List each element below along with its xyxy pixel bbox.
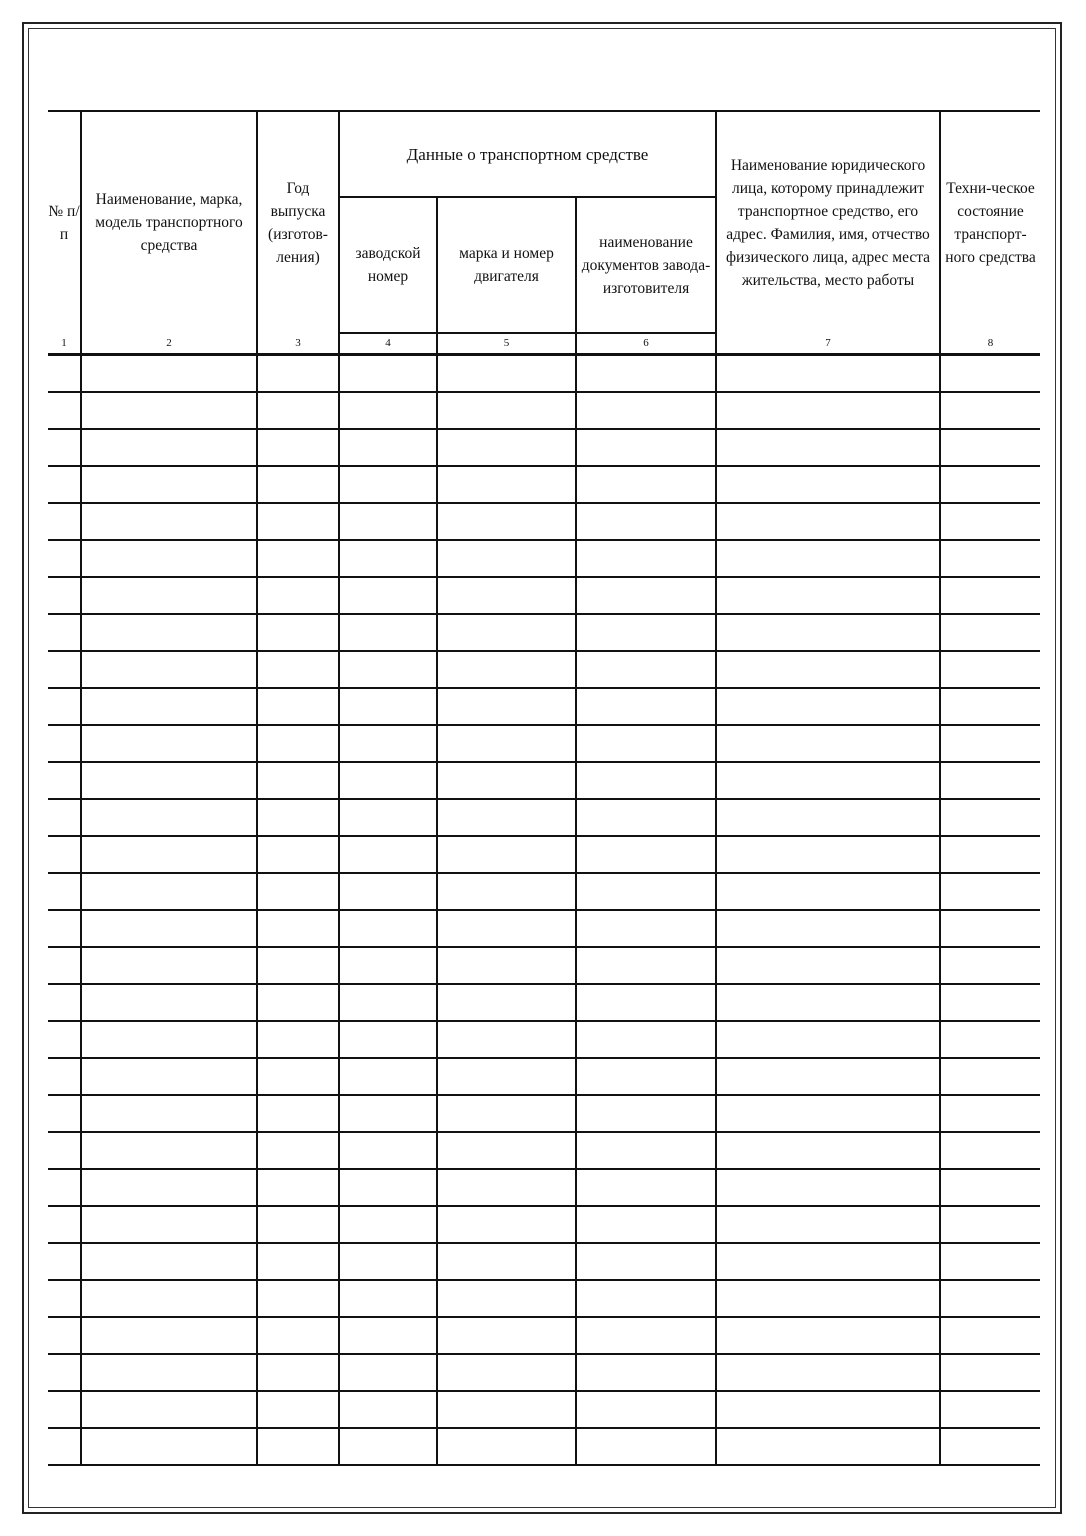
table-cell[interactable] — [437, 540, 576, 577]
table-cell[interactable] — [257, 873, 339, 910]
table-cell[interactable] — [716, 873, 940, 910]
table-cell[interactable] — [48, 1169, 81, 1206]
table-cell[interactable] — [81, 1243, 257, 1280]
table-cell[interactable] — [257, 1058, 339, 1095]
table-cell[interactable] — [940, 392, 1040, 429]
table-cell[interactable] — [257, 1132, 339, 1169]
table-cell[interactable] — [940, 873, 1040, 910]
table-cell[interactable] — [339, 1169, 437, 1206]
table-cell[interactable] — [48, 355, 81, 393]
table-cell[interactable] — [257, 1317, 339, 1354]
table-cell[interactable] — [339, 725, 437, 762]
table-cell[interactable] — [81, 1095, 257, 1132]
table-cell[interactable] — [48, 1132, 81, 1169]
table-cell[interactable] — [339, 1428, 437, 1465]
table-cell[interactable] — [576, 466, 716, 503]
table-cell[interactable] — [437, 799, 576, 836]
table-cell[interactable] — [81, 392, 257, 429]
table-cell[interactable] — [48, 577, 81, 614]
table-cell[interactable] — [339, 947, 437, 984]
column-number: 3 — [257, 333, 339, 355]
table-cell[interactable] — [576, 1058, 716, 1095]
table-row — [48, 355, 1040, 393]
table-cell[interactable] — [257, 836, 339, 873]
table-cell[interactable] — [48, 466, 81, 503]
table-cell[interactable] — [339, 392, 437, 429]
table-cell[interactable] — [716, 1428, 940, 1465]
table-cell[interactable] — [437, 762, 576, 799]
table-cell[interactable] — [716, 1132, 940, 1169]
table-cell[interactable] — [716, 503, 940, 540]
table-cell[interactable] — [48, 762, 81, 799]
table-cell[interactable] — [576, 1243, 716, 1280]
table-cell[interactable] — [576, 910, 716, 947]
table-cell[interactable] — [437, 1280, 576, 1317]
table-cell[interactable] — [81, 466, 257, 503]
table-row — [48, 947, 1040, 984]
table-cell[interactable] — [437, 651, 576, 688]
table-cell[interactable] — [48, 688, 81, 725]
table-cell[interactable] — [576, 1169, 716, 1206]
table-cell[interactable] — [716, 1095, 940, 1132]
table-cell[interactable] — [48, 984, 81, 1021]
table-cell[interactable] — [437, 1243, 576, 1280]
column-number: 8 — [940, 333, 1040, 355]
table-cell[interactable] — [437, 1021, 576, 1058]
table-cell[interactable] — [716, 466, 940, 503]
table-cell[interactable] — [940, 1243, 1040, 1280]
table-cell[interactable] — [339, 503, 437, 540]
table-cell[interactable] — [716, 1021, 940, 1058]
table-row — [48, 984, 1040, 1021]
table-cell[interactable] — [81, 836, 257, 873]
header-owner: Наименование юридического лица, которому принадлежит транспортное средство, его адрес. Фамилия, имя, отчество физического лица, адрес места жительства, место работы — [716, 111, 940, 333]
table-cell[interactable] — [716, 1058, 940, 1095]
header-factory-number: заводской номер — [339, 197, 437, 333]
table-cell[interactable] — [257, 1243, 339, 1280]
table-cell[interactable] — [257, 577, 339, 614]
table-row — [48, 799, 1040, 836]
table-cell[interactable] — [257, 1206, 339, 1243]
table-cell[interactable] — [339, 984, 437, 1021]
table-cell[interactable] — [81, 762, 257, 799]
table-cell[interactable] — [257, 614, 339, 651]
header-row-number: № п/п — [48, 111, 81, 333]
table-row — [48, 540, 1040, 577]
table-cell[interactable] — [576, 1428, 716, 1465]
table-cell[interactable] — [257, 1428, 339, 1465]
header-vehicle-data-group: Данные о транспортном средстве — [339, 111, 716, 197]
table-row — [48, 1354, 1040, 1391]
table-cell[interactable] — [48, 503, 81, 540]
table-cell[interactable] — [940, 984, 1040, 1021]
table-cell[interactable] — [940, 1280, 1040, 1317]
table-cell[interactable] — [339, 651, 437, 688]
table-cell[interactable] — [257, 466, 339, 503]
table-cell[interactable] — [257, 725, 339, 762]
table-cell[interactable] — [48, 651, 81, 688]
table-cell[interactable] — [48, 1391, 81, 1428]
table-row — [48, 466, 1040, 503]
table-cell[interactable] — [437, 1317, 576, 1354]
header-manufacturer-documents: наименование документов завода-изготовителя — [576, 197, 716, 333]
table-cell[interactable] — [339, 540, 437, 577]
table-cell[interactable] — [940, 1391, 1040, 1428]
table-row — [48, 762, 1040, 799]
table-cell[interactable] — [339, 1354, 437, 1391]
table-cell[interactable] — [940, 1021, 1040, 1058]
table-cell[interactable] — [257, 984, 339, 1021]
table-cell[interactable] — [257, 910, 339, 947]
table-row — [48, 725, 1040, 762]
table-cell[interactable] — [339, 1021, 437, 1058]
table-cell[interactable] — [716, 651, 940, 688]
table-cell[interactable] — [257, 1280, 339, 1317]
table-cell[interactable] — [81, 614, 257, 651]
table-cell[interactable] — [339, 429, 437, 466]
table-cell[interactable] — [716, 614, 940, 651]
table-cell[interactable] — [716, 725, 940, 762]
table-row — [48, 1280, 1040, 1317]
column-number: 6 — [576, 333, 716, 355]
table-cell[interactable] — [257, 651, 339, 688]
table-cell[interactable] — [81, 688, 257, 725]
table-cell[interactable] — [257, 429, 339, 466]
table-cell[interactable] — [257, 799, 339, 836]
table-cell[interactable] — [437, 1428, 576, 1465]
table-cell[interactable] — [576, 355, 716, 393]
table-cell[interactable] — [339, 1280, 437, 1317]
table-row — [48, 429, 1040, 466]
table-cell[interactable] — [48, 392, 81, 429]
table-cell[interactable] — [716, 540, 940, 577]
table-cell[interactable] — [940, 503, 1040, 540]
table-cell[interactable] — [576, 688, 716, 725]
table-cell[interactable] — [48, 836, 81, 873]
table-cell[interactable] — [437, 466, 576, 503]
table-cell[interactable] — [940, 614, 1040, 651]
table-cell[interactable] — [48, 1021, 81, 1058]
table-cell[interactable] — [576, 1132, 716, 1169]
table-cell[interactable] — [716, 392, 940, 429]
table-cell[interactable] — [437, 577, 576, 614]
column-number: 4 — [339, 333, 437, 355]
table-row — [48, 1317, 1040, 1354]
table-cell[interactable] — [940, 1132, 1040, 1169]
table-cell[interactable] — [716, 1243, 940, 1280]
table-row — [48, 614, 1040, 651]
table-cell[interactable] — [940, 762, 1040, 799]
table-cell[interactable] — [437, 1095, 576, 1132]
table-cell[interactable] — [81, 1354, 257, 1391]
table-cell[interactable] — [48, 1317, 81, 1354]
column-number: 7 — [716, 333, 940, 355]
table-row — [48, 1132, 1040, 1169]
table-cell[interactable] — [940, 1169, 1040, 1206]
table-cell[interactable] — [576, 947, 716, 984]
table-cell[interactable] — [716, 947, 940, 984]
table-row — [48, 873, 1040, 910]
table-cell[interactable] — [576, 725, 716, 762]
table-cell[interactable] — [576, 762, 716, 799]
table-cell[interactable] — [576, 1095, 716, 1132]
table-cell[interactable] — [81, 355, 257, 393]
table-cell[interactable] — [940, 466, 1040, 503]
table-cell[interactable] — [48, 910, 81, 947]
table-cell[interactable] — [576, 540, 716, 577]
table-cell[interactable] — [81, 725, 257, 762]
table-cell[interactable] — [339, 1391, 437, 1428]
table-cell[interactable] — [257, 392, 339, 429]
table-cell[interactable] — [339, 1206, 437, 1243]
table-cell[interactable] — [48, 1095, 81, 1132]
table-cell[interactable] — [940, 836, 1040, 873]
table-cell[interactable] — [257, 1391, 339, 1428]
table-cell[interactable] — [339, 614, 437, 651]
table-cell[interactable] — [576, 836, 716, 873]
column-number: 1 — [48, 333, 81, 355]
table-cell[interactable] — [81, 1280, 257, 1317]
table-cell[interactable] — [716, 799, 940, 836]
table-cell[interactable] — [576, 392, 716, 429]
table-cell[interactable] — [339, 688, 437, 725]
table-cell[interactable] — [257, 762, 339, 799]
table-cell[interactable] — [576, 651, 716, 688]
header-manufacture-year: Год выпуска (изготов-ления) — [257, 111, 339, 333]
table-cell[interactable] — [716, 836, 940, 873]
table-cell[interactable] — [257, 1354, 339, 1391]
table-row — [48, 1058, 1040, 1095]
table-cell[interactable] — [716, 1317, 940, 1354]
table-row — [48, 1428, 1040, 1465]
table-cell[interactable] — [339, 762, 437, 799]
table-cell[interactable] — [576, 984, 716, 1021]
table-row — [48, 1391, 1040, 1428]
header-vehicle-name: Наименование, марка, модель транспортного средства — [81, 111, 257, 333]
table-cell[interactable] — [437, 725, 576, 762]
table-cell[interactable] — [81, 429, 257, 466]
table-cell[interactable] — [576, 1021, 716, 1058]
table-cell[interactable] — [339, 1132, 437, 1169]
table-cell[interactable] — [437, 1132, 576, 1169]
table-cell[interactable] — [716, 1280, 940, 1317]
table-row — [48, 651, 1040, 688]
table-cell[interactable] — [716, 1391, 940, 1428]
table-cell[interactable] — [81, 503, 257, 540]
table-cell[interactable] — [257, 355, 339, 393]
table-cell[interactable] — [257, 503, 339, 540]
table-cell[interactable] — [257, 1095, 339, 1132]
header-engine: марка и номер двигателя — [437, 197, 576, 333]
table-cell[interactable] — [339, 466, 437, 503]
table-cell[interactable] — [48, 1428, 81, 1465]
table-cell[interactable] — [940, 910, 1040, 947]
table-cell[interactable] — [437, 1169, 576, 1206]
vehicle-register-table — [48, 110, 1040, 1466]
table-cell[interactable] — [576, 1280, 716, 1317]
table-row — [48, 1206, 1040, 1243]
table-cell[interactable] — [437, 429, 576, 466]
table-cell[interactable] — [940, 1095, 1040, 1132]
table-cell[interactable] — [716, 577, 940, 614]
table-cell[interactable] — [48, 540, 81, 577]
table-cell[interactable] — [339, 836, 437, 873]
table-cell[interactable] — [48, 429, 81, 466]
table-cell[interactable] — [576, 614, 716, 651]
table-cell[interactable] — [940, 1354, 1040, 1391]
column-number: 2 — [81, 333, 257, 355]
table-row — [48, 688, 1040, 725]
table-cell[interactable] — [257, 688, 339, 725]
table-cell[interactable] — [48, 947, 81, 984]
table-cell[interactable] — [437, 873, 576, 910]
table-cell[interactable] — [81, 651, 257, 688]
table-cell[interactable] — [576, 1206, 716, 1243]
table-cell[interactable] — [716, 1206, 940, 1243]
table-cell[interactable] — [81, 1021, 257, 1058]
table-cell[interactable] — [716, 984, 940, 1021]
table-cell[interactable] — [339, 1095, 437, 1132]
table-cell[interactable] — [437, 688, 576, 725]
table-row — [48, 577, 1040, 614]
table-row — [48, 1021, 1040, 1058]
table-cell[interactable] — [81, 577, 257, 614]
table-cell[interactable] — [81, 873, 257, 910]
table-cell[interactable] — [48, 873, 81, 910]
table-cell[interactable] — [48, 614, 81, 651]
table-row — [48, 1243, 1040, 1280]
table-cell[interactable] — [81, 984, 257, 1021]
table-cell[interactable] — [437, 355, 576, 393]
table-row — [48, 392, 1040, 429]
table-cell[interactable] — [339, 873, 437, 910]
table-cell[interactable] — [576, 873, 716, 910]
table-cell[interactable] — [257, 540, 339, 577]
table-cell[interactable] — [576, 1391, 716, 1428]
table-cell[interactable] — [257, 947, 339, 984]
table-cell[interactable] — [940, 1428, 1040, 1465]
table-cell[interactable] — [437, 503, 576, 540]
table-cell[interactable] — [437, 984, 576, 1021]
table-cell[interactable] — [940, 1317, 1040, 1354]
table-cell[interactable] — [940, 725, 1040, 762]
table-cell[interactable] — [437, 1058, 576, 1095]
table-cell[interactable] — [339, 577, 437, 614]
table-cell[interactable] — [576, 799, 716, 836]
table-cell[interactable] — [576, 1354, 716, 1391]
table-cell[interactable] — [437, 614, 576, 651]
table-cell[interactable] — [257, 1169, 339, 1206]
table-cell[interactable] — [716, 688, 940, 725]
table-cell[interactable] — [437, 392, 576, 429]
table-cell[interactable] — [48, 1280, 81, 1317]
column-number: 5 — [437, 333, 576, 355]
table-cell[interactable] — [81, 1132, 257, 1169]
table-cell[interactable] — [81, 1169, 257, 1206]
table-cell[interactable] — [437, 836, 576, 873]
table-cell[interactable] — [339, 1243, 437, 1280]
table-cell[interactable] — [716, 429, 940, 466]
table-cell[interactable] — [437, 1354, 576, 1391]
table-cell[interactable] — [339, 355, 437, 393]
table-cell[interactable] — [940, 429, 1040, 466]
table-row — [48, 1095, 1040, 1132]
table-cell[interactable] — [576, 429, 716, 466]
table-cell[interactable] — [716, 1354, 940, 1391]
table-cell[interactable] — [576, 1317, 716, 1354]
column-number-row — [48, 333, 1040, 355]
table-cell[interactable] — [940, 947, 1040, 984]
table-cell[interactable] — [940, 540, 1040, 577]
table-cell[interactable] — [339, 799, 437, 836]
table-cell[interactable] — [940, 688, 1040, 725]
table-cell[interactable] — [48, 1243, 81, 1280]
table-cell[interactable] — [339, 910, 437, 947]
table-cell[interactable] — [437, 947, 576, 984]
table-cell[interactable] — [437, 1391, 576, 1428]
table-cell[interactable] — [257, 1021, 339, 1058]
table-row — [48, 503, 1040, 540]
table-cell[interactable] — [437, 910, 576, 947]
table-cell[interactable] — [940, 355, 1040, 393]
table-row — [48, 836, 1040, 873]
table-cell[interactable] — [81, 947, 257, 984]
table-cell[interactable] — [716, 762, 940, 799]
table-cell[interactable] — [576, 503, 716, 540]
table-row — [48, 1169, 1040, 1206]
table-cell[interactable] — [48, 1354, 81, 1391]
table-cell[interactable] — [940, 651, 1040, 688]
table-cell[interactable] — [716, 355, 940, 393]
table-cell[interactable] — [81, 799, 257, 836]
table-cell[interactable] — [437, 1206, 576, 1243]
header-technical-condition: Техни-ческое состояние транспорт-ного средства — [940, 111, 1040, 333]
table-cell[interactable] — [716, 910, 940, 947]
table-cell[interactable] — [48, 1206, 81, 1243]
table-cell[interactable] — [940, 799, 1040, 836]
table-cell[interactable] — [48, 799, 81, 836]
table-cell[interactable] — [940, 577, 1040, 614]
table-cell[interactable] — [81, 1317, 257, 1354]
table-cell[interactable] — [81, 1428, 257, 1465]
table-cell[interactable] — [48, 1058, 81, 1095]
table-cell[interactable] — [81, 1206, 257, 1243]
table-cell[interactable] — [48, 725, 81, 762]
table-cell[interactable] — [81, 1058, 257, 1095]
table-cell[interactable] — [81, 540, 257, 577]
table-cell[interactable] — [339, 1317, 437, 1354]
table-cell[interactable] — [576, 577, 716, 614]
table-cell[interactable] — [940, 1058, 1040, 1095]
table-row — [48, 910, 1040, 947]
table-cell[interactable] — [940, 1206, 1040, 1243]
table-cell[interactable] — [81, 1391, 257, 1428]
table-cell[interactable] — [339, 1058, 437, 1095]
table-cell[interactable] — [716, 1169, 940, 1206]
table-cell[interactable] — [81, 910, 257, 947]
